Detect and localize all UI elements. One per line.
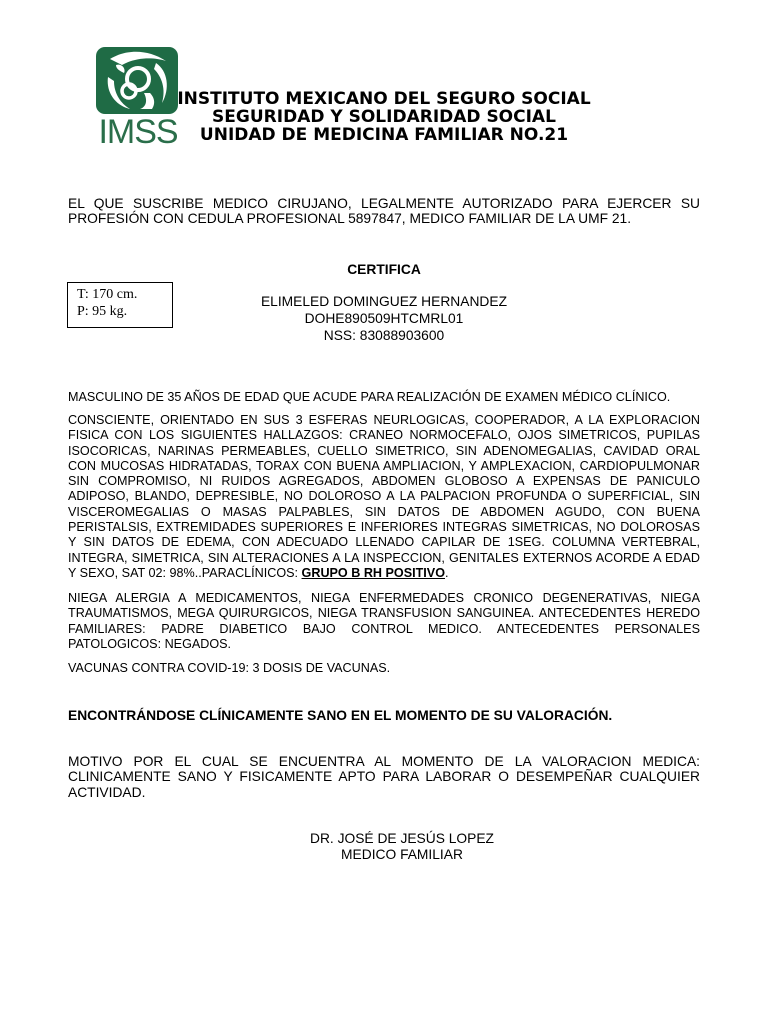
exam-end: .	[445, 565, 449, 580]
institution-header	[150, 90, 618, 144]
institution-name: INSTITUTO MEXICANO DEL SEGURO SOCIAL	[177, 89, 591, 109]
vaccines-paragraph: VACUNAS CONTRA COVID-19: 3 DOSIS DE VACUNAS.	[68, 661, 391, 675]
institution-motto: SEGURIDAD Y SOLIDARIDAD SOCIAL	[212, 107, 556, 127]
vitals-box	[67, 282, 173, 328]
motive-paragraph: MOTIVO POR EL CUAL SE ENCUENTRA AL MOMENTO DE LA VALORACION MEDICA: CLINICAMENTE SANO Y FISICAMENTE APTO PARA LABORAR O DESEMPEÑAR CUALQUIER ACTIVIDAD.	[68, 754, 700, 800]
doctor-name: DR. JOSÉ DE JESÚS LOPEZ	[309, 831, 494, 846]
certifica-heading: CERTIFICA	[347, 262, 421, 277]
imss-logo-text: IMSS	[98, 113, 178, 151]
patient-nss: NSS: 83088903600	[323, 328, 445, 343]
unit-name: UNIDAD DE MEDICINA FAMILIAR NO.21	[199, 125, 569, 145]
intro-paragraph: EL QUE SUSCRIBE MEDICO CIRUJANO, LEGALMENTE AUTORIZADO PARA EJERCER SU PROFESIÓN CON CEDULA PROFESIONAL 5897847, MEDICO FAMILIAR DE LA UMF 21.	[68, 196, 700, 227]
exam-text: CONSCIENTE, ORIENTADO EN SUS 3 ESFERAS NEURLOGICAS, COOPERADOR, A LA EXPLORACION FISICA CON LOS SIGUIENTES HALLAZGOS: CRANEO NORMOCEFALO, OJOS SIMETRICOS, PUPILAS ISOCORICAS, NARINAS PERMEABLES, CUELLO SIMETRICO, SIN ADENOMEGALIAS, CAVIDAD ORAL CON MUCOSAS HIDRATADAS, TORAX CON BUENA AMPLIACION, Y AMPLEXACION, CARDIOPULMONAR SIN COMPROMISO, NI RUIDOS AGREGADOS, ABDOMEN GLOBOSO A EXPENSAS DE PANICULO ADIPOSO, BLANDO, DEPRESIBLE, NO DOLOROSO A LA PALPACION PROFUNDA O SUPERFICIAL, SIN VISCEROMEGALIAS O MASAS PALPABLES, SIN DATOS DE ABDOMEN AGUDO, CON BUENA PERISTALSIS, EXTREMIDADES SUPERIORES E INFERIORES INTEGRAS SIMETRICAS, NO DOLOROSAS Y SIN DATOS DE EDEMA, CON ADECUADO LLENADO CAPILAR DE 1SEG. COLUMNA VERTEBRAL, INTEGRA, SIMETRICA, SIN ALTERACIONES A LA INSPECCION, GENITALES EXTERNOS ACORDE A EDAD Y SEXO, SAT 02: 98%..PARACLÍNICOS:	[68, 413, 700, 580]
doctor-title: MEDICO FAMILIAR	[341, 847, 463, 862]
weight-value: P: 95 kg.	[77, 304, 128, 319]
signature-block	[252, 831, 552, 863]
history-paragraph: NIEGA ALERGIA A MEDICAMENTOS, NIEGA ENFERMEDADES CRONICO DEGENERATIVAS, NIEGA TRAUMATISMOS, MEGA QUIRURGICOS, NIEGA TRANSFUSION SANGUINEA. ANTECEDENTES HEREDO FAMILIARES: PADRE DIABETICO BAJO CONTROL MEDICO. ANTECEDENTES PERSONALES PATOLOGICOS: NEGADOS.	[68, 591, 700, 651]
patient-info	[200, 293, 568, 344]
conclusion-paragraph: ENCONTRÁNDOSE CLÍNICAMENTE SANO EN EL MOMENTO DE SU VALORACIÓN.	[68, 708, 613, 723]
exam-paragraph	[68, 413, 700, 581]
patient-name: ELIMELED DOMINGUEZ HERNANDEZ	[260, 294, 508, 309]
patient-curp: DOHE890509HTCMRL01	[304, 311, 464, 326]
height-value: T: 170 cm.	[77, 287, 138, 302]
summary-paragraph: MASCULINO DE 35 AÑOS DE EDAD QUE ACUDE PARA REALIZACIÓN DE EXAMEN MÉDICO CLÍNICO.	[68, 390, 671, 404]
blood-type: GRUPO B RH POSITIVO	[301, 565, 445, 580]
